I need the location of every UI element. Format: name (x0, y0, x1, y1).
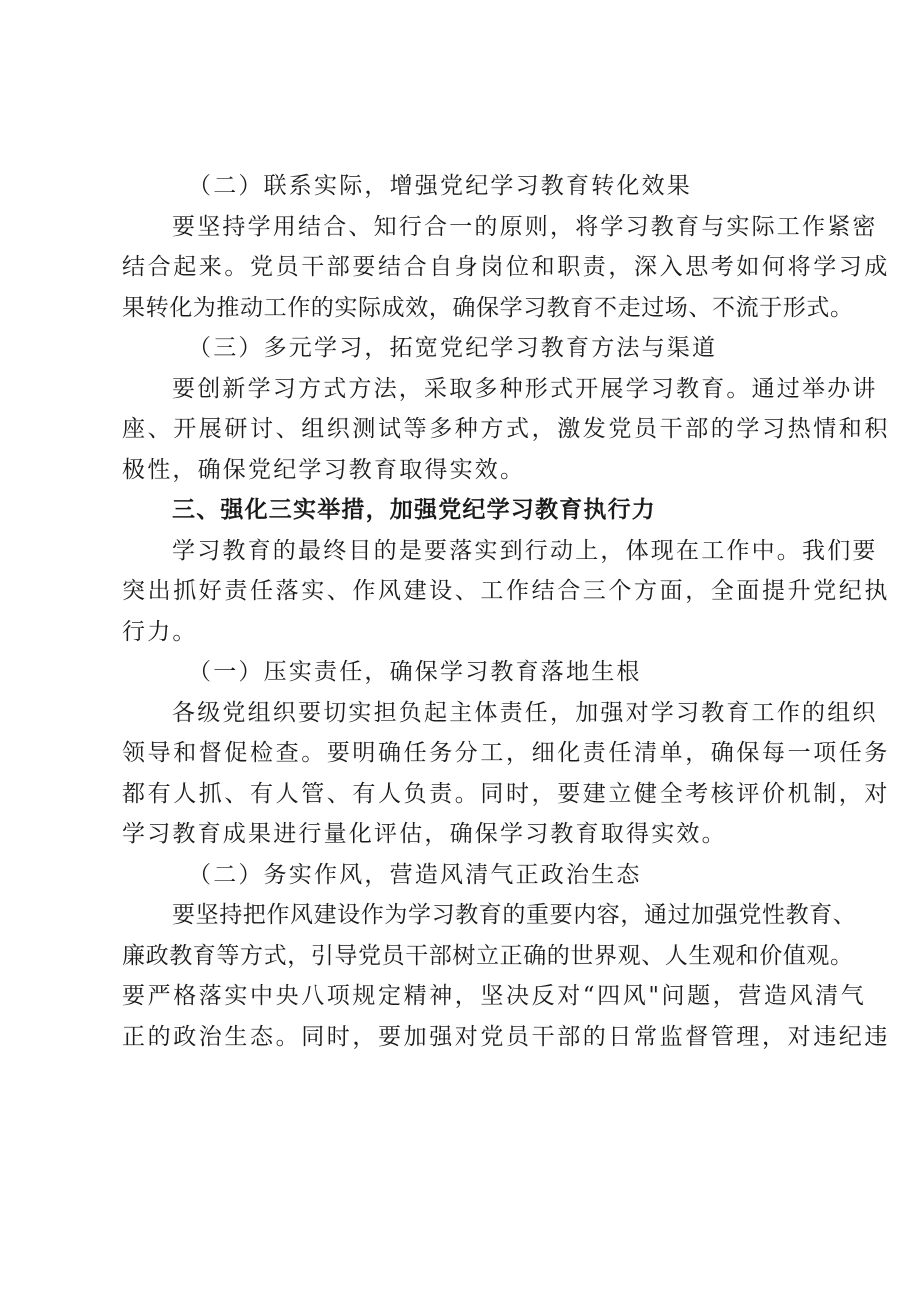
paragraph-line: 结合起来。党员干部要结合自身岗位和职责，深入思考如何将学习成 (122, 254, 890, 280)
subheading-2-link-practice: （二）联系实际，增强党纪学习教育转化效果 (188, 173, 692, 199)
paragraph-line: 领导和督促检查。要明确任务分工，细化责任清单，确保每一项任务 (122, 740, 890, 766)
paragraph-line: 各级党组织要切实担负起主体责任，加强对学习教育工作的组织 (172, 699, 878, 726)
document-body (122, 166, 890, 1057)
paragraph-line: 正的政治生态。同时，要加强对党员干部的日常监督管理，对违纪违 (122, 1023, 890, 1050)
paragraph-line: 果转化为推动工作的实际成效，确保学习教育不走过场、不流于形式。 (122, 294, 854, 321)
paragraph-line: 要坚持把作风建设作为学习教育的重要内容，通过加强党性教育、 (172, 902, 857, 928)
paragraph-line: 座、开展研讨、组织测试等多种方式，激发党员干部的学习热情和积 (122, 416, 890, 442)
subheading-2-work-style: （二）务实作风，营造风清气正政治生态 (188, 861, 642, 888)
paragraph-line: 都有人抓、有人管、有人负责。同时，要建立健全考核评价机制，对 (122, 780, 890, 807)
paragraph-line: 行力。 (122, 618, 198, 645)
paragraph-line: 学习教育的最终目的是要落实到行动上，体现在工作中。我们要 (172, 537, 878, 564)
paragraph-line: 要严格落实中央八项规定精神，坚决反对“四风"问题，营造风清气 (122, 983, 867, 1009)
paragraph-line: 廉政教育等方式，引导党员干部树立正确的世界观、人生观和价值观。 (122, 942, 854, 969)
subheading-3-diverse-learning: （三）多元学习，拓宽党纪学习教育方法与渠道 (188, 335, 718, 361)
subheading-1-responsibility: （一）压实责任，确保学习教育落地生根 (188, 659, 642, 685)
paragraph-line: 要创新学习方式方法，采取多种形式开展学习教育。通过举办讲 (172, 375, 878, 402)
section-heading-3: 三、强化三实举措，加强党纪学习教育执行力 (172, 497, 656, 523)
paragraph-line: 学习教育成果进行量化评估，确保学习教育取得实效。 (122, 821, 727, 847)
paragraph-line: 突出抓好责任落实、作风建设、工作结合三个方面，全面提升党纪执 (122, 578, 890, 604)
paragraph-line: 要坚持学用结合、知行合一的原则，将学习教育与实际工作紧密 (172, 213, 878, 240)
paragraph-line: 极性，确保党纪学习教育取得实效。 (122, 456, 526, 483)
